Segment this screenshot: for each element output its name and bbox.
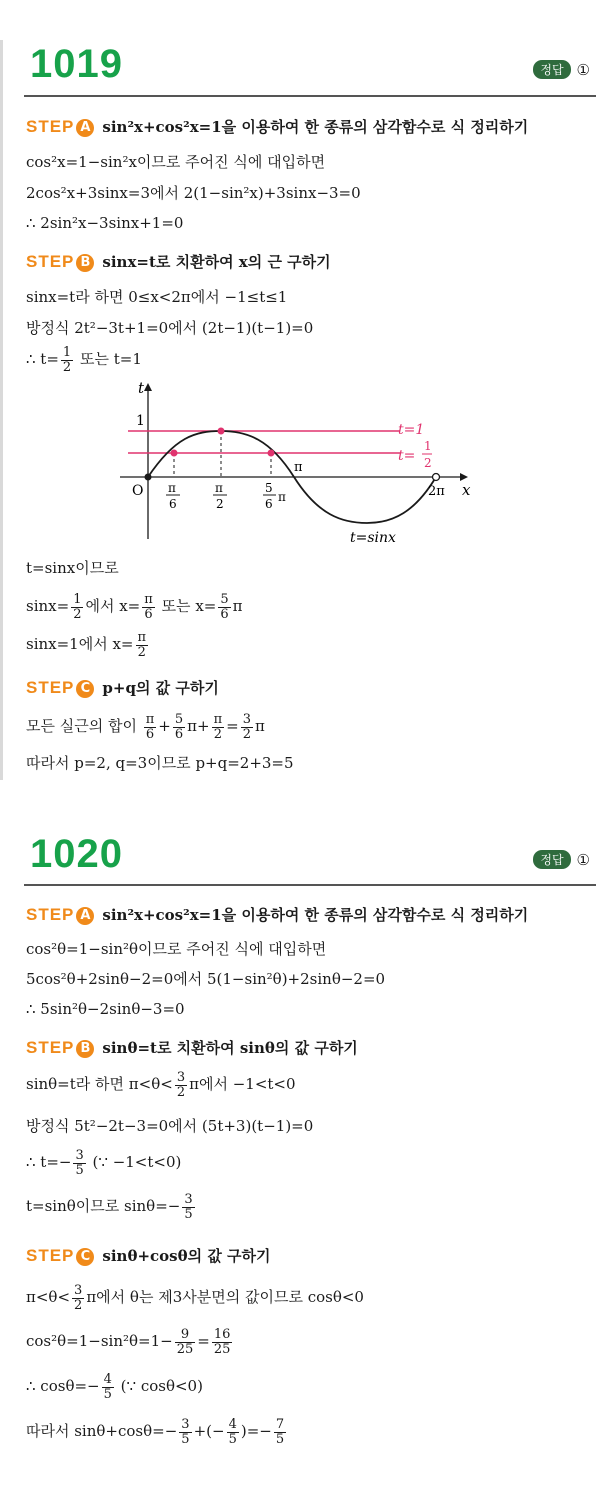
step-b-heading — [26, 251, 331, 272]
fraction — [175, 1071, 187, 1100]
numerator: 3 — [242, 711, 251, 727]
numerator: π — [137, 629, 147, 645]
text-part: = — [226, 717, 239, 735]
text-part: cos²θ=1−sin²θ=1− — [26, 1332, 173, 1350]
step-label: STEP — [26, 117, 75, 136]
solution-line — [26, 1281, 364, 1313]
root-dot-pi2 — [218, 428, 225, 435]
fraction — [241, 713, 253, 742]
text-part: π에서 −1<t<0 — [189, 1075, 296, 1093]
text-part: ∴ t= — [26, 350, 59, 368]
solution-line — [26, 1325, 234, 1357]
sine-graph — [110, 377, 480, 547]
step-title: sinθ=t로 치환하여 sinθ의 값 구하기 — [102, 1039, 358, 1057]
denominator: 6 — [174, 726, 184, 742]
step-title: sin²x+cos²x=1을 이용하여 한 종류의 삼각함수로 식 정리하기 — [102, 118, 529, 136]
step-letter-badge: A — [76, 119, 94, 137]
step-title: sinx=t로 치환하여 x의 근 구하기 — [102, 253, 331, 271]
start-point — [145, 474, 152, 481]
solution-line — [26, 1370, 203, 1402]
solution-line: t=sinx이므로 — [26, 559, 119, 577]
step-letter-badge: C — [76, 1248, 94, 1266]
text-part: 또는 t=1 — [75, 350, 142, 368]
step-label: STEP — [26, 252, 75, 271]
denominator: 5 — [228, 1431, 237, 1447]
text-part: sinx=1에서 x= — [26, 635, 134, 653]
solution-line — [26, 1415, 288, 1447]
numerator: 3 — [181, 1416, 190, 1432]
numerator: 1 — [73, 591, 82, 607]
solution-line: 5cos²θ+2sinθ−2=0에서 5(1−sin²θ)+2sinθ−2=0 — [26, 970, 386, 988]
fraction — [218, 593, 230, 622]
numerator: π — [144, 591, 153, 607]
step-title: sin²x+cos²x=1을 이용하여 한 종류의 삼각함수로 식 정리하기 — [102, 906, 529, 924]
fraction — [72, 1284, 84, 1313]
fraction — [173, 713, 185, 742]
fraction — [274, 1418, 286, 1447]
answer-badge: 정답 — [533, 60, 570, 79]
denominator: 5 — [103, 1386, 112, 1402]
answer-box — [533, 850, 590, 869]
origin-label: O — [132, 483, 144, 499]
text-part: π — [232, 597, 243, 615]
denominator: 25 — [176, 1341, 194, 1357]
solution-line: ∴ 5sin²θ−2sinθ−3=0 — [26, 1000, 185, 1018]
step-a-heading — [26, 116, 528, 137]
solution-line: 따라서 p=2, q=3이므로 p+q=2+3=5 — [26, 754, 294, 772]
text-part: ∴ t=− — [26, 1153, 72, 1171]
numerator: π — [145, 711, 155, 727]
end-point-open — [433, 474, 440, 481]
text-part: + — [158, 717, 171, 735]
denominator: 2 — [176, 1084, 186, 1100]
fraction — [144, 713, 157, 742]
step-letter-badge: B — [76, 1040, 94, 1058]
numerator: 9 — [175, 1328, 196, 1343]
denominator: 6 — [144, 606, 153, 622]
line-label-thalf-num: 1 — [424, 439, 432, 453]
text-part: π<θ< — [26, 1288, 71, 1306]
numerator: 3 — [176, 1069, 186, 1085]
line-label-thalf: t= — [398, 448, 416, 464]
text-part: 또는 x= — [156, 597, 217, 615]
denominator: 2 — [137, 644, 146, 660]
tick-pi: π — [294, 460, 303, 475]
step-c-heading — [26, 1245, 271, 1266]
solution-line — [26, 1190, 197, 1222]
step-a-heading — [26, 904, 528, 925]
root-dot-5pi6 — [268, 450, 275, 457]
numerator: 4 — [228, 1416, 237, 1432]
step-label: STEP — [26, 1246, 75, 1265]
tick-5pi6-n: 5 — [265, 481, 273, 495]
denominator: 2 — [242, 726, 251, 742]
denominator: 5 — [181, 1431, 190, 1447]
text-part: π — [255, 717, 265, 735]
solution-line — [26, 1068, 296, 1100]
solution-line — [26, 590, 242, 622]
step-c-heading — [26, 677, 219, 698]
numerator: 4 — [103, 1371, 112, 1387]
numerator: π — [213, 711, 223, 727]
solution-line — [26, 628, 150, 660]
solution-line: sinx=t라 하면 0≤x<2π에서 −1≤t≤1 — [26, 288, 288, 306]
denominator: 2 — [74, 1297, 83, 1313]
x-axis-arrow — [460, 473, 468, 481]
solution-line: 방정식 5t²−2t−3=0에서 (5t+3)(t−1)=0 — [26, 1117, 314, 1135]
fraction — [227, 1418, 239, 1447]
answer-value: ① — [576, 60, 590, 79]
numerator: 1 — [62, 344, 72, 360]
fraction — [61, 346, 73, 375]
denominator: 2 — [62, 359, 72, 375]
tick-2pi: 2π — [428, 484, 445, 499]
step-label: STEP — [26, 678, 75, 697]
fraction — [73, 1149, 85, 1178]
denominator: 2 — [73, 606, 82, 622]
tick-pi6-n: π — [168, 481, 176, 495]
step-title: p+q의 값 구하기 — [102, 679, 219, 697]
fraction — [182, 1193, 194, 1222]
text-part: )=− — [240, 1422, 272, 1440]
numerator: 5 — [174, 711, 184, 727]
numerator: 3 — [184, 1191, 193, 1207]
text-part: sinθ=t라 하면 π<θ< — [26, 1075, 173, 1093]
text-part: (∵ −1<t<0) — [87, 1153, 182, 1171]
answer-box — [533, 60, 590, 79]
fraction — [212, 1328, 233, 1357]
text-part: 따라서 sinθ+cosθ=− — [26, 1422, 178, 1440]
line-label-t1: t=1 — [398, 422, 425, 438]
axis-label-x: x — [462, 481, 471, 499]
header-divider — [24, 95, 596, 97]
tick-pi2-n: π — [215, 481, 223, 495]
header-divider — [24, 884, 596, 886]
text-part: ∴ cosθ=− — [26, 1377, 100, 1395]
tick-5pi6-s: π — [278, 490, 286, 504]
fraction — [179, 1418, 191, 1447]
numerator: 7 — [275, 1416, 285, 1432]
solution-line — [26, 710, 265, 742]
text-part: = — [197, 1332, 210, 1350]
root-dot-pi6 — [171, 450, 178, 457]
numerator: 3 — [75, 1147, 84, 1163]
problem-1020-header — [24, 832, 596, 882]
denominator: 2 — [213, 726, 222, 742]
axis-label-t: t — [138, 379, 145, 397]
fraction — [142, 593, 155, 622]
denominator: 5 — [75, 1162, 84, 1178]
denominator: 6 — [145, 726, 155, 742]
text-part: (∵ cosθ<0) — [115, 1377, 203, 1395]
tick-pi6-d: 6 — [169, 497, 177, 511]
solution-line: cos²θ=1−sin²θ이므로 주어진 식에 대입하면 — [26, 940, 327, 958]
problem-number: 1019 — [30, 42, 123, 86]
step-letter-badge: A — [76, 907, 94, 925]
fraction — [212, 713, 225, 742]
solution-line — [26, 1146, 181, 1178]
problem-1019-header — [24, 42, 596, 92]
text-part: sinx= — [26, 597, 70, 615]
step-title: sinθ+cosθ의 값 구하기 — [102, 1247, 271, 1265]
solution-line: ∴ 2sin²x−3sinx+1=0 — [26, 214, 184, 232]
margin-rule — [0, 40, 3, 780]
fraction — [175, 1328, 196, 1357]
fraction — [71, 593, 83, 622]
numerator: 5 — [220, 591, 229, 607]
denominator: 5 — [275, 1431, 285, 1447]
tick-label-one: 1 — [136, 413, 145, 429]
solution-line: 2cos²x+3sinx=3에서 2(1−sin²x)+3sinx−3=0 — [26, 184, 361, 202]
text-part: π+ — [187, 717, 210, 735]
text-part: 에서 x= — [85, 597, 141, 615]
text-part: 모든 실근의 합이 — [26, 717, 142, 735]
tick-5pi6-d: 6 — [265, 497, 273, 511]
fraction — [136, 631, 149, 660]
text-part: +(− — [193, 1422, 225, 1440]
step-b-heading — [26, 1037, 358, 1058]
step-letter-badge: B — [76, 254, 94, 272]
denominator: 5 — [184, 1206, 193, 1222]
step-label: STEP — [26, 905, 75, 924]
answer-badge: 정답 — [533, 850, 570, 869]
tick-pi2-d: 2 — [216, 497, 224, 511]
text-part: t=sinθ이므로 sinθ=− — [26, 1197, 181, 1215]
curve-label: t=sinx — [350, 530, 396, 546]
numerator: 16 — [213, 1326, 231, 1342]
solution-line: cos²x=1−sin²x이므로 주어진 식에 대입하면 — [26, 153, 326, 171]
step-letter-badge: C — [76, 680, 94, 698]
denominator: 6 — [220, 606, 229, 622]
numerator: 3 — [74, 1282, 83, 1298]
text-part: π에서 θ는 제3사분면의 값이므로 cosθ<0 — [86, 1288, 364, 1306]
solution-line — [26, 343, 142, 375]
solution-line: 방정식 2t²−3t+1=0에서 (2t−1)(t−1)=0 — [26, 319, 314, 337]
line-label-thalf-den: 2 — [424, 456, 432, 470]
problem-number: 1020 — [30, 832, 123, 876]
fraction — [102, 1373, 114, 1402]
answer-value: ① — [576, 850, 590, 869]
t-axis-arrow — [144, 383, 152, 391]
step-label: STEP — [26, 1038, 75, 1057]
denominator: 25 — [213, 1341, 231, 1357]
